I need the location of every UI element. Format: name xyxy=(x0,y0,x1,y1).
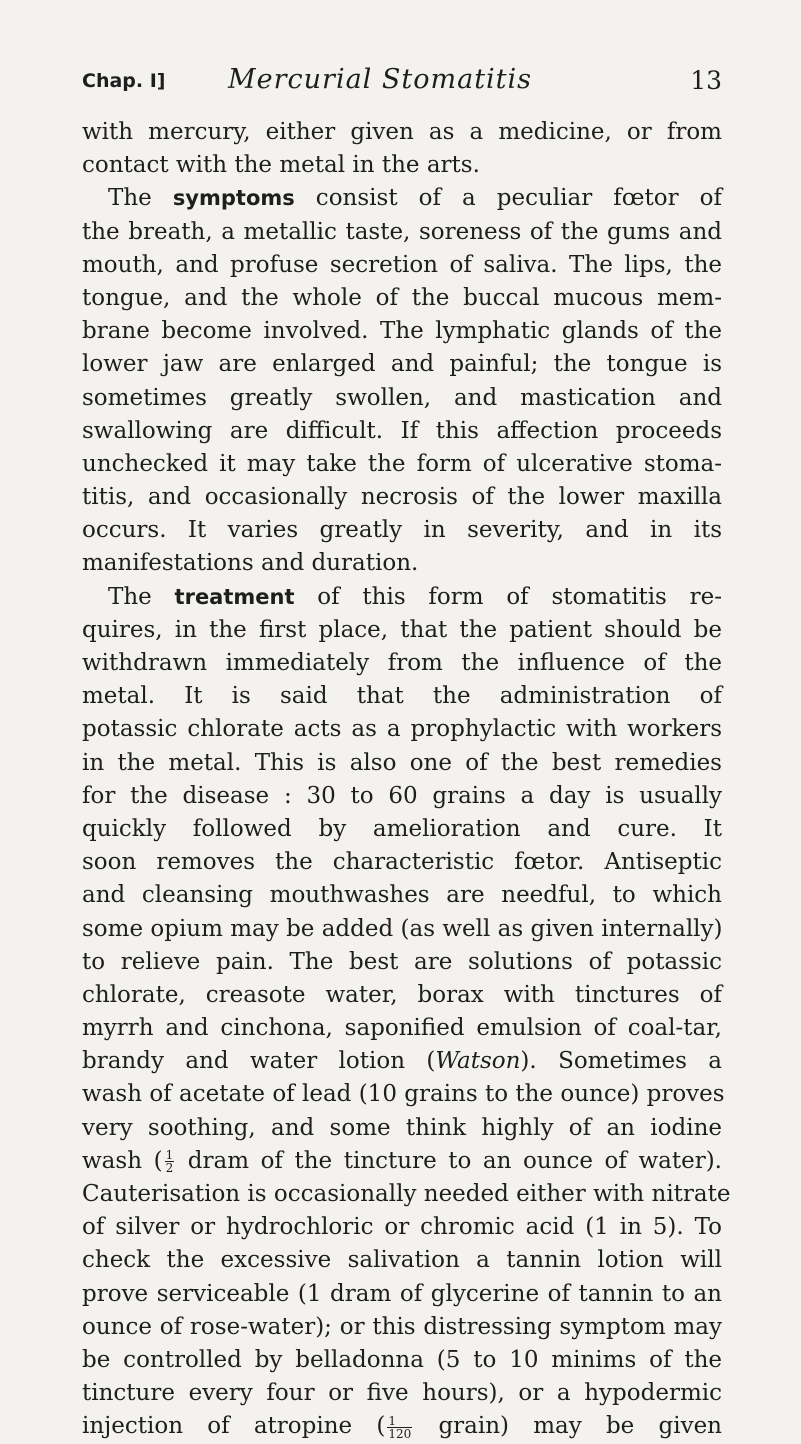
text-line: very soothing, and some think highly of an iodine xyxy=(82,1114,722,1141)
text-line: titis, and occasionally necrosis of the lower maxilla xyxy=(82,484,722,511)
body-text xyxy=(82,116,731,1444)
text-line: wash ( $\frac{1}{2}$ dram of the tincture to an ounce of water). xyxy=(82,1147,722,1176)
text-line: chlorate, creasote water, borax with tinctures of xyxy=(82,981,722,1008)
text-line: quires, in the first place, that the patient should be xyxy=(82,616,722,643)
text-line: brane become involved. The lymphatic glands of the xyxy=(82,318,722,345)
text-line: sometimes greatly swollen, and mastication and xyxy=(82,384,722,411)
treatment-heading: treatment xyxy=(174,584,295,609)
text-line: soon removes the characteristic fœtor. Antiseptic xyxy=(82,849,722,876)
text-line: The symptoms consist of a peculiar fœtor of xyxy=(108,185,722,212)
fraction-half: $\frac{1}{2}$ xyxy=(165,1148,174,1176)
text-line: metal. It is said that the administration of xyxy=(82,683,722,710)
text-line: and cleansing mouthwashes are needful, to which xyxy=(82,882,722,909)
running-header xyxy=(82,64,722,104)
text-line: with mercury, either given as a medicine, or from xyxy=(82,119,722,145)
text-line: injection of atropine ( $\frac{1}{120}$ grain) may be given xyxy=(82,1413,722,1441)
text-line: wash of acetate of lead (10 grains to the ounce) proves xyxy=(82,1081,725,1108)
text-line: potassic chlorate acts as a prophylactic with workers xyxy=(82,716,722,743)
text-line: prove serviceable (1 dram of glycerine of tannin to an xyxy=(82,1280,722,1307)
text-line: tongue, and the whole of the buccal mucous mem- xyxy=(82,284,722,311)
text-line: mouth, and profuse secretion of saliva. The lips, the xyxy=(82,251,722,278)
text-line: brandy and water lotion (Watson). Sometimes a xyxy=(82,1048,722,1075)
text-line: for the disease : 30 to 60 grains a day is usually xyxy=(82,782,722,809)
text-line: ounce of rose-water); or this distressing symptom may xyxy=(82,1313,722,1340)
text-line: the breath, a metallic taste, soreness of the gums and xyxy=(82,218,722,245)
text-line: Cauterisation is occasionally needed either with nitrate xyxy=(82,1181,731,1207)
text-line: check the excessive salivation a tannin lotion will xyxy=(82,1247,722,1274)
text-line: contact with the metal in the arts. xyxy=(82,152,480,179)
fraction-grain: $\frac{1}{120}$ xyxy=(388,1413,412,1441)
text-line: tincture every four or five hours), or a hypodermic xyxy=(82,1380,722,1407)
citation-watson: Watson xyxy=(435,1048,521,1075)
text-line: swallowing are difficult. If this affection proceeds xyxy=(82,417,722,444)
text-line: lower jaw are enlarged and painful; the tongue is xyxy=(82,351,722,378)
text-line: quickly followed by amelioration and cure. It xyxy=(82,815,722,842)
text-line: manifestations and duration. xyxy=(82,550,419,577)
text-line: The treatment of this form of stomatitis re- xyxy=(108,583,723,610)
text-line: occurs. It varies greatly in severity, and in its xyxy=(82,517,722,544)
text-line: be controlled by belladonna (5 to 10 minims of the xyxy=(82,1346,722,1373)
text-line: some opium may be added (as well as given internally) xyxy=(82,915,723,942)
text-line: withdrawn immediately from the influence of the xyxy=(82,650,722,676)
running-title: Mercurial Stomatitis xyxy=(228,64,533,95)
text-line: in the metal. This is also one of the best remedies xyxy=(82,749,722,776)
page-number: 13 xyxy=(690,66,722,95)
chapter-label: Chap. I] xyxy=(82,70,166,92)
text-line: of silver or hydrochloric or chromic acid (1 in 5). To xyxy=(82,1214,722,1241)
text-line: myrrh and cinchona, saponified emulsion of coal-tar, xyxy=(82,1015,722,1042)
symptoms-heading: symptoms xyxy=(172,186,295,211)
text-line: to relieve pain. The best are solutions of potassic xyxy=(82,948,722,975)
text-line: unchecked it may take the form of ulcerative stoma- xyxy=(82,450,722,477)
